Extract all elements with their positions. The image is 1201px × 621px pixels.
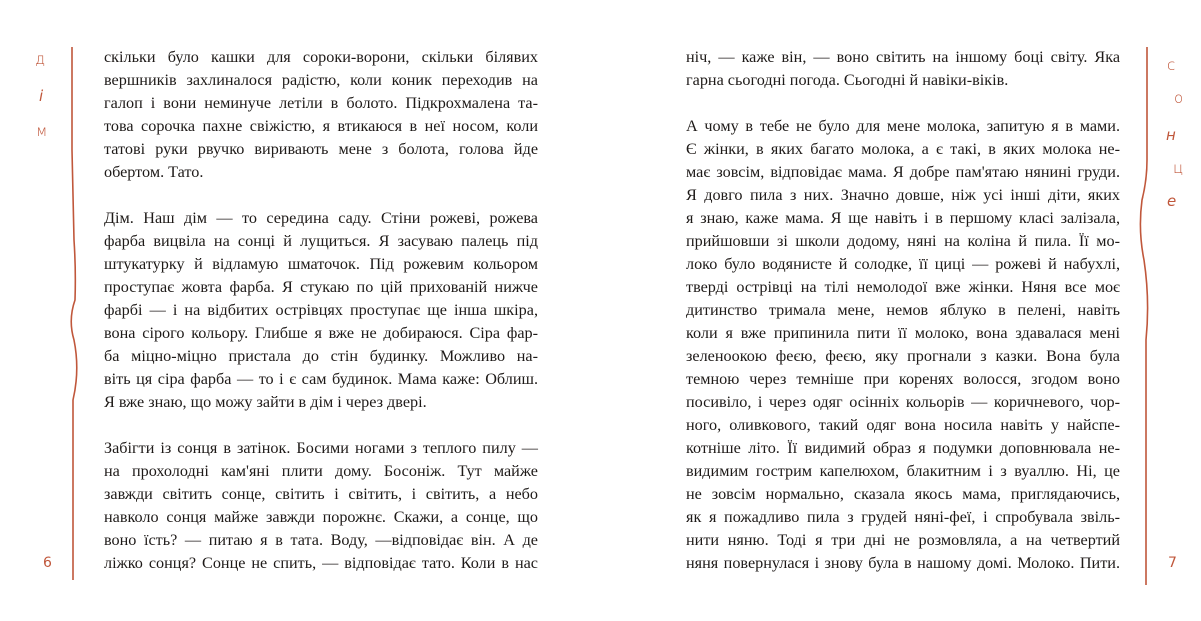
text-line: котніше літо. Її видимий образ я подумки доповнювала не-	[686, 439, 1120, 457]
side-title-letter: н	[1166, 126, 1176, 144]
text-line: това сорочка пахне свіжістю, я втикаюся в неї носом, коли	[104, 117, 538, 135]
right-page-text	[686, 46, 1120, 575]
text-line: на прохолодні кам'яні плити дому. Босоніж. Тут майже	[104, 462, 538, 480]
right-page	[600, 0, 1201, 621]
page-number: 7	[1168, 555, 1177, 571]
text-line: няня повернулася і знову була в нашому домі. Молоко. Пити.	[686, 554, 1120, 572]
text-line: зеленоокою феєю, феєю, яку прогнали з казки. Вона була	[686, 347, 1120, 365]
text-line: ліжко сонця? Сонце не спить, — відповідає тато. Коли в нас	[104, 554, 538, 572]
text-line: має зовсім, відповідає мама. Я добре пам'ятаю нянині груди.	[686, 163, 1120, 181]
text-line: штукатурку й відламую шматочок. Під рожевим кольором	[104, 255, 538, 273]
text-line: Я вже знаю, що можу зайти в дім і через двері.	[104, 393, 427, 411]
text-line: тверді острівці на тілі немолодої вже жінки. Няня все моє	[686, 278, 1120, 296]
side-title-letter: ц	[1173, 159, 1184, 177]
text-line: А чому в тебе не було для мене молока, запитую я в мами.	[686, 117, 1120, 135]
text-line: коли я вже припинила пити її молоко, вона здавалася мені	[686, 324, 1120, 342]
text-line: темною через темніше при коренях волосся, згодом воно	[686, 370, 1120, 388]
text-line: Забігти із сонця в затінок. Босими ногами з теплого пилу —	[104, 439, 538, 457]
text-line: галоп і вони неминуче летіли в болото. Підкрохмалена та-	[104, 94, 538, 112]
text-line: я знаю, каже мама. Я ще навіть і в першому класі залізала,	[686, 209, 1120, 227]
text-line: татові руки рвучко виривають мене з болота, голова йде	[104, 140, 538, 158]
text-line: проступає жовта фарба. Я стукаю по цій прихованій нижче	[104, 278, 538, 296]
text-line: віть ця сіра фарба — то і є сам будинок. Мама каже: Облиш.	[104, 370, 538, 388]
page-number: 6	[43, 555, 52, 571]
left-page-text	[104, 46, 538, 575]
paragraph-gap	[104, 184, 538, 207]
text-line: навколо сонця майже завжди порожнє. Скажи, а сонце, що	[104, 508, 538, 526]
text-line: дитинство тримала мене, немов яблуко в пелені, навіть	[686, 301, 1120, 319]
text-line: скільки було кашки для сороки-ворони, скільки білявих	[104, 48, 538, 66]
text-line: нити няню. Тоді я три дні не розмовляла, а на четвертий	[686, 531, 1120, 549]
text-line: ного, оливкового, такий одяг вона носила навіть у найспе-	[686, 416, 1120, 434]
text-line: локо було водянисте й солодке, її циці — рожеві й набухлі,	[686, 255, 1120, 273]
margin-rule	[1120, 0, 1201, 621]
text-line: вершників захлиналося радістю, коли коник переходив на	[104, 71, 538, 89]
text-line: завжди світить сонце, світить і світить, і світить, а небо	[104, 485, 538, 503]
side-title-letter: с	[1167, 56, 1176, 74]
text-line: вона сірого кольору. Глибше я вже не добираюся. Сіра фар-	[104, 324, 538, 342]
side-title-letter: е	[1167, 192, 1177, 210]
text-line: Є жінки, в яких багато молока, а є такі, в яких молока не-	[686, 140, 1120, 158]
text-line: Я довго пила з них. Значно довше, ніж усі інші діти, яких	[686, 186, 1120, 204]
text-line: видимим гострим капелюхом, блакитним і з вуаллю. Ні, це	[686, 462, 1120, 480]
side-title-letter: д	[35, 50, 46, 68]
text-line: фарба вицвіла на сонці й лущиться. Я засуваю палець під	[104, 232, 538, 250]
side-title-letter: і	[39, 87, 44, 105]
text-line: гарна сьогодні погода. Сьогодні й навіки-віків.	[686, 71, 1009, 89]
left-page	[0, 0, 600, 621]
text-line: не зовсім нормально, сказала якось мама, приглядаючись,	[686, 485, 1120, 503]
text-line: воно їсть? — питаю я в тата. Воду, —відповідає він. А де	[104, 531, 538, 549]
text-line: ба міцно-міцно пристала до стін будинку. Можливо на-	[104, 347, 538, 365]
text-line: Дім. Наш дім — то середина саду. Стіни рожеві, рожева	[104, 209, 538, 227]
paragraph-gap	[686, 92, 1120, 115]
text-line: обертом. Тато.	[104, 163, 204, 181]
text-line: фарбі — і на відбитих острівцях проступає ще інша шкіра,	[104, 301, 538, 319]
paragraph-gap	[104, 414, 538, 437]
side-title-letter: о	[1174, 89, 1184, 107]
text-line: ніч, — каже він, — воно світить на іншому боці світу. Яка	[686, 48, 1120, 66]
text-line: прийшовши зі школи додому, няні на коліна й пила. Її мо-	[686, 232, 1120, 250]
text-line: як я пожадливо пила з грудей няні-феї, і спробувала звіль-	[686, 508, 1120, 526]
text-line: посивіло, і через одяг осінніх кольорів — коричневого, чор-	[686, 393, 1120, 411]
side-title-letter: м	[36, 122, 48, 140]
